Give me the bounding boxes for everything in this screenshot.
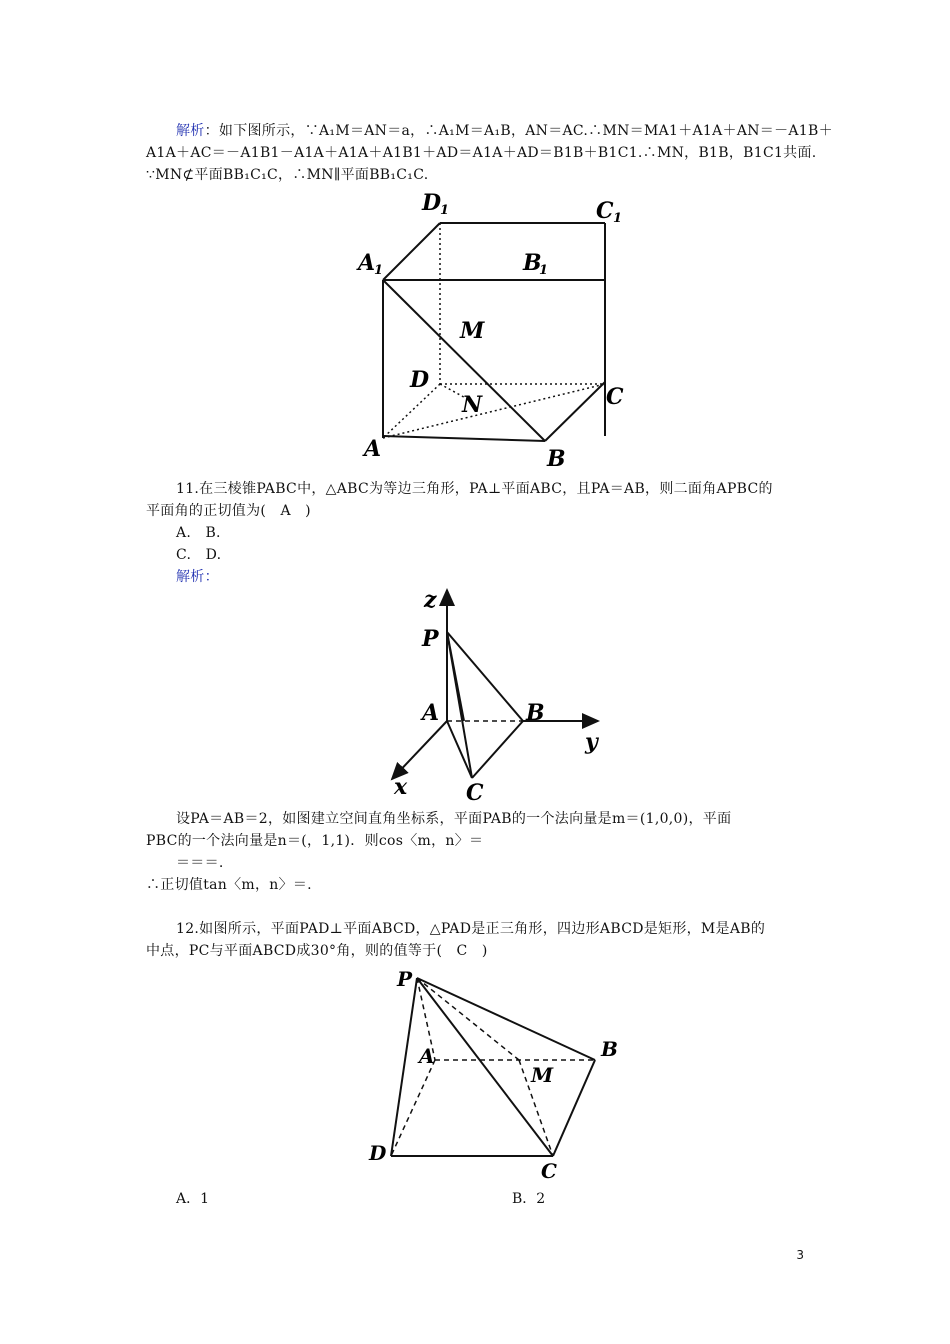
- label-A1-sub: 1: [374, 263, 384, 278]
- q11-solution-line2: PBC的一个法向量是n＝(，1,1)．则cos〈m，n〉＝: [146, 833, 484, 849]
- label-A1: A: [358, 250, 376, 276]
- label-D1: D: [422, 190, 442, 216]
- label-A: A: [422, 700, 440, 726]
- pyramid-figure: [365, 964, 635, 1190]
- label-M: M: [531, 1063, 554, 1087]
- label-y: y: [585, 729, 598, 755]
- label-C1-sub: 1: [613, 211, 623, 226]
- cube-figure: [350, 186, 640, 480]
- q10-analysis-line1: [176, 120, 833, 142]
- q12-option-b: B．2: [512, 1191, 546, 1207]
- q12-option-a: A．1: [176, 1191, 210, 1207]
- q11-stem-line2: 平面角的正切值为( A ): [146, 503, 311, 519]
- q11-solution-line3: ＝＝＝.: [176, 855, 224, 871]
- q11-solution-line1: 设PA＝AB＝2，如图建立空间直角坐标系，平面PAB的一个法向量是m＝(1,0,0)，平面: [176, 811, 732, 827]
- label-B: B: [547, 446, 566, 472]
- coordinate-figure: [380, 582, 610, 811]
- label-A: A: [364, 436, 382, 462]
- label-C: C: [541, 1159, 557, 1183]
- label-B: B: [601, 1037, 618, 1061]
- q12-stem-line1: 12.如图所示，平面PAD⊥平面ABCD，△PAD是正三角形，四边形ABCD是矩形，M是AB的: [176, 921, 766, 937]
- q11-options-cd: C. D.: [176, 547, 222, 563]
- label-B1-sub: 1: [539, 263, 549, 278]
- analysis-label: 解析: [176, 123, 205, 139]
- page-number: 3: [796, 1248, 804, 1262]
- label-P: P: [422, 626, 439, 652]
- q10-analysis-text: ：如下图所示，∵A₁M＝AN＝a，∴A₁M＝A₁B，AN＝AC.∴MN＝MA1＋A1A＋AN＝－A1B＋: [204, 123, 833, 139]
- label-x: x: [394, 774, 408, 800]
- label-C: C: [466, 780, 484, 806]
- label-z: z: [424, 587, 437, 613]
- label-D: D: [369, 1141, 387, 1165]
- label-P: P: [397, 967, 413, 991]
- q11-analysis-label: 解析：: [176, 569, 219, 585]
- label-C1: C: [596, 198, 614, 224]
- label-N: N: [462, 392, 483, 418]
- q10-analysis-line2: A1A＋AC＝－A1B1－A1A＋A1A＋A1B1＋AD＝A1A＋AD＝B1B＋B1C1.∴MN，B1B，B1C1共面.: [146, 145, 817, 161]
- q11-stem-line1: 11.在三棱锥PABC中，△ABC为等边三角形，PA⊥平面ABC，且PA＝AB，则二面角APBC的: [176, 481, 773, 497]
- label-B: B: [526, 700, 545, 726]
- label-D1-sub: 1: [440, 203, 450, 218]
- label-D: D: [410, 367, 430, 393]
- label-A: A: [419, 1044, 435, 1068]
- label-C: C: [606, 384, 624, 410]
- q10-analysis-line3: ∵MN⊄平面BB₁C₁C，∴MN∥平面BB₁C₁C.: [146, 167, 429, 183]
- label-B1: B: [523, 250, 542, 276]
- q11-solution-line4: ∴正切值tan〈m，n〉＝.: [146, 877, 312, 893]
- label-M: M: [460, 318, 485, 344]
- q11-options-ab: A. B.: [176, 525, 221, 541]
- q12-stem-line2: 中点，PC与平面ABCD成30°角，则的值等于( C ): [146, 943, 488, 959]
